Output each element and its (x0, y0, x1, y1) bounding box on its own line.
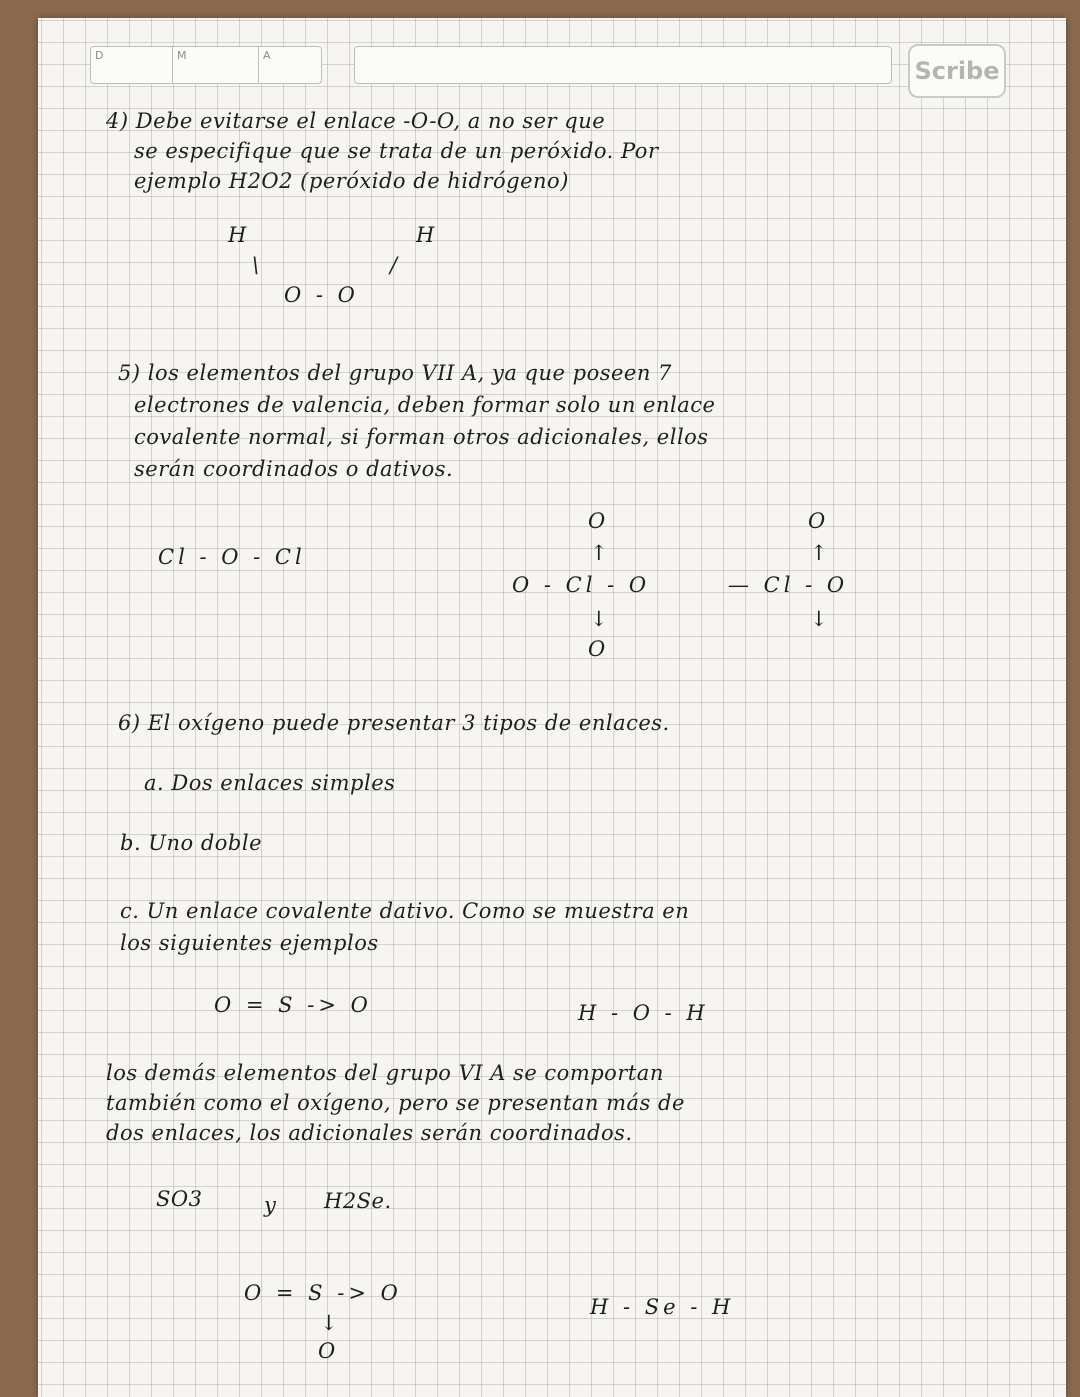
item4-line1: 4) Debe evitarse el enlace -O-O, a no ser que (106, 109, 606, 133)
title-box (354, 46, 892, 84)
compound-h2se: H2Se. (324, 1189, 392, 1213)
item5-line2: electrones de valencia, deben formar solo un enlace (134, 393, 716, 417)
item6-c-line2: los siguientes ejemplos (120, 931, 379, 955)
item5-line3: covalente normal, si forman otros adicionales, ellos (134, 425, 709, 449)
cl2o7-up-arrow1: ↑ (590, 541, 609, 565)
h2o2-bond-right: / (390, 253, 398, 277)
cl2o-formula: Cl - O - Cl (158, 545, 306, 569)
cl2o7-main-left: O - Cl - O (512, 573, 651, 597)
h2o2-chain: O - O (284, 283, 359, 307)
month-cell: M (173, 47, 259, 83)
compound-conj: y (264, 1193, 277, 1217)
item6-b: b. Uno doble (120, 831, 263, 855)
so2-example: O = S -> O (214, 993, 372, 1017)
notebook-page (38, 18, 1066, 1397)
item6-a: a. Dos enlaces simples (144, 771, 396, 795)
cl2o7-bottom-o1: O (588, 637, 606, 661)
item4-line2: se especifique que se trata de un peróxido. Por (134, 139, 659, 163)
item6-closing-line3: dos enlaces, los adicionales serán coordinados. (106, 1121, 633, 1145)
item5-line1: 5) los elementos del grupo VII A, ya que poseen 7 (118, 361, 672, 385)
item5-line4: serán coordinados o dativos. (134, 457, 454, 481)
so3-structure-bottom: O (318, 1339, 336, 1363)
so3-structure-main: O = S -> O (244, 1281, 402, 1305)
h2o2-h-left: H (228, 223, 247, 247)
water-example: H - O - H (578, 1001, 709, 1025)
cl2o7-top-o2: O (808, 509, 826, 533)
compound-so3: SO3 (156, 1187, 203, 1211)
year-cell: A (263, 49, 271, 62)
cl2o7-down-arrow2: ↓ (810, 607, 829, 631)
cl2o7-top-o1: O (588, 509, 606, 533)
item6-closing-line1: los demás elementos del grupo VI A se comportan (106, 1061, 664, 1085)
cl2o7-down-arrow1: ↓ (590, 607, 609, 631)
day-cell: D (91, 47, 173, 83)
h2o2-bond-left: \ (252, 253, 260, 277)
item6-intro: 6) El oxígeno puede presentar 3 tipos de enlaces. (118, 711, 670, 735)
brand-logo: Scribe (908, 44, 1006, 98)
date-box (90, 46, 322, 84)
item6-c-line1: c. Un enlace covalente dativo. Como se muestra en (120, 899, 690, 923)
item6-closing-line2: también como el oxígeno, pero se presentan más de (106, 1091, 685, 1115)
h2se-structure: H - Se - H (590, 1295, 735, 1319)
h2o2-h-right: H (416, 223, 435, 247)
cl2o7-main-right: — Cl - O (728, 573, 849, 597)
cl2o7-up-arrow2: ↑ (810, 541, 829, 565)
so3-structure-arrow: ↓ (320, 1311, 339, 1335)
item4-line3: ejemplo H2O2 (peróxido de hidrógeno) (134, 169, 569, 193)
